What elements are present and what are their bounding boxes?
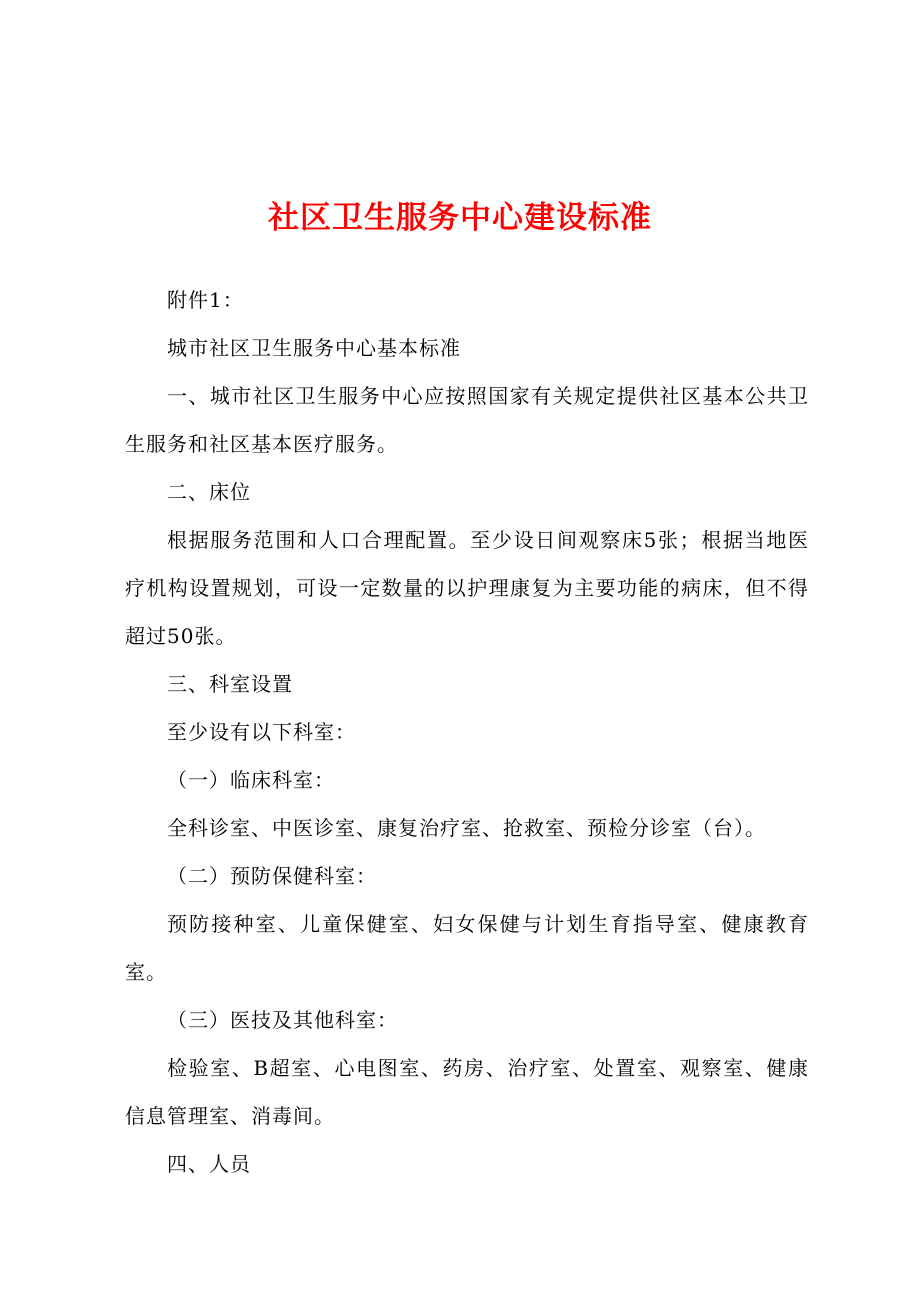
paragraph-attachment-label: 附件1：: [167, 288, 244, 312]
paragraph-subtitle: 城市社区卫生服务中心基本标准: [167, 336, 461, 360]
heading-section-3-departments: 三、科室设置: [167, 672, 293, 696]
paragraph-section-1: 一、城市社区卫生服务中心应按照国家有关规定提供社区基本公共卫生服务和社区基本医疗服务。: [125, 384, 809, 456]
paragraph-medical-tech-departments: 检验室、B超室、心电图室、药房、治疗室、处置室、观察室、健康信息管理室、消毒间。: [125, 1056, 809, 1128]
heading-section-4-personnel: 四、人员: [167, 1152, 251, 1176]
document-title: 社区卫生服务中心建设标准: [268, 200, 652, 236]
paragraph-clinical-departments: 全科诊室、中医诊室、康复治疗室、抢救室、预检分诊室（台）。: [167, 816, 766, 840]
document-body: [125, 276, 809, 1188]
paragraph-preventive-departments: 预防接种室、儿童保健室、妇女保健与计划生育指导室、健康教育室。: [125, 912, 809, 984]
paragraph-departments-intro: 至少设有以下科室：: [167, 720, 356, 744]
paragraph-beds: 根据服务范围和人口合理配置。至少设日间观察床5张；根据当地医疗机构设置规划，可设一定数量的以护理康复为主要功能的病床，但不得超过50张。: [125, 528, 809, 648]
heading-preventive-departments: （二）预防保健科室：: [167, 864, 377, 888]
heading-section-2-beds: 二、床位: [167, 480, 251, 504]
heading-clinical-departments: （一）临床科室：: [167, 768, 335, 792]
heading-medical-tech-departments: （三）医技及其他科室：: [167, 1008, 398, 1032]
